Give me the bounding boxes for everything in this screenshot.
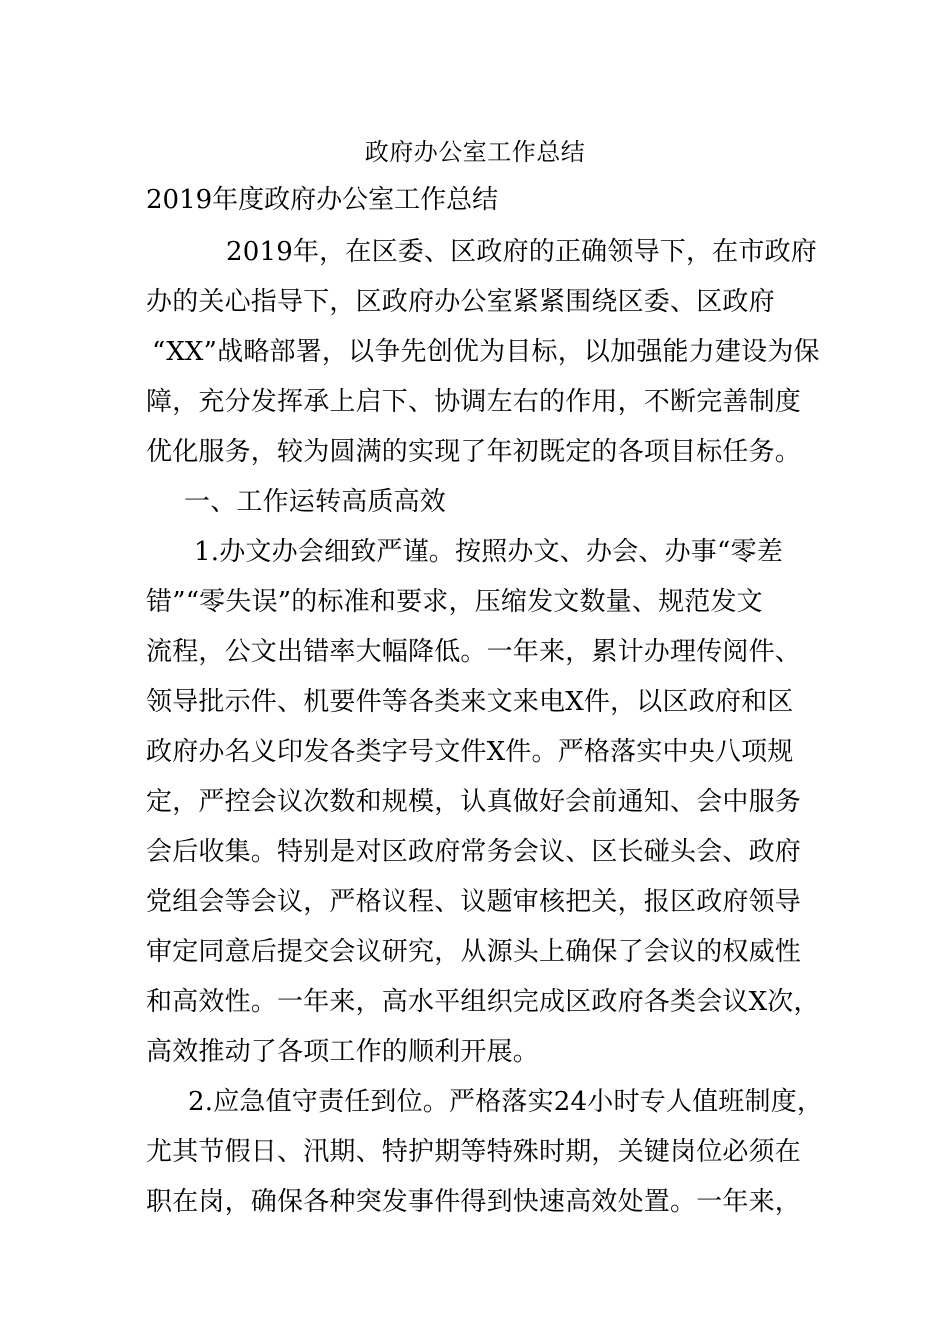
paragraph-line: 错”“零失误”的标准和要求，压缩发文数量、规范发文 xyxy=(146,587,763,617)
paragraph-line: 障，充分发挥承上启下、协调左右的作用，不断完善制度 xyxy=(146,387,802,417)
paragraph-line: 高效推动了各项工作的顺利开展。 xyxy=(146,1037,540,1067)
document-subtitle: 2019年度政府办公室工作总结 xyxy=(146,185,499,215)
paragraph-line: 会后收集。特别是对区政府常务会议、区长碰头会、政府 xyxy=(146,837,802,867)
paragraph-line: “XX”战略部署，以争先创优为目标，以加强能力建设为保 xyxy=(152,337,820,367)
paragraph-line: 领导批示件、机要件等各类来文来电X件，以区政府和区 xyxy=(146,687,794,717)
document-title: 政府办公室工作总结 xyxy=(364,138,586,166)
paragraph-line: 职在岗，确保各种突发事件得到快速高效处置。一年来， xyxy=(146,1187,802,1217)
paragraph-line: 2019年，在区委、区政府的正确领导下，在市政府 xyxy=(226,237,817,267)
paragraph-line: 审定同意后提交会议研究，从源头上确保了会议的权威性 xyxy=(146,937,802,967)
paragraph-line: 2.应急值守责任到位。严格落实24小时专人值班制度， xyxy=(188,1087,824,1117)
section-heading: 一、工作运转高质高效 xyxy=(184,487,447,517)
paragraph-line: 办的关心指导下，区政府办公室紧紧围绕区委、区政府 xyxy=(146,287,775,317)
paragraph-line: 优化服务，较为圆满的实现了年初既定的各项目标任务。 xyxy=(146,437,802,467)
paragraph-line: 1.办文办会细致严谨。按照办文、办会、办事“零差 xyxy=(194,537,783,567)
paragraph-line: 定，严控会议次数和规模，认真做好会前通知、会中服务 xyxy=(146,787,802,817)
paragraph-line: 流程，公文出错率大幅降低。一年来，累计办理传阅件、 xyxy=(146,637,802,667)
paragraph-line: 尤其节假日、汛期、特护期等特殊时期，关键岗位必须在 xyxy=(146,1137,802,1167)
paragraph-line: 政府办名义印发各类字号文件X件。严格落实中央八项规 xyxy=(146,737,794,767)
paragraph-line: 和高效性。一年来，高水平组织完成区政府各类会议X次， xyxy=(146,987,820,1017)
paragraph-line: 党组会等会议，严格议程、议题审核把关，报区政府领导 xyxy=(146,887,802,917)
